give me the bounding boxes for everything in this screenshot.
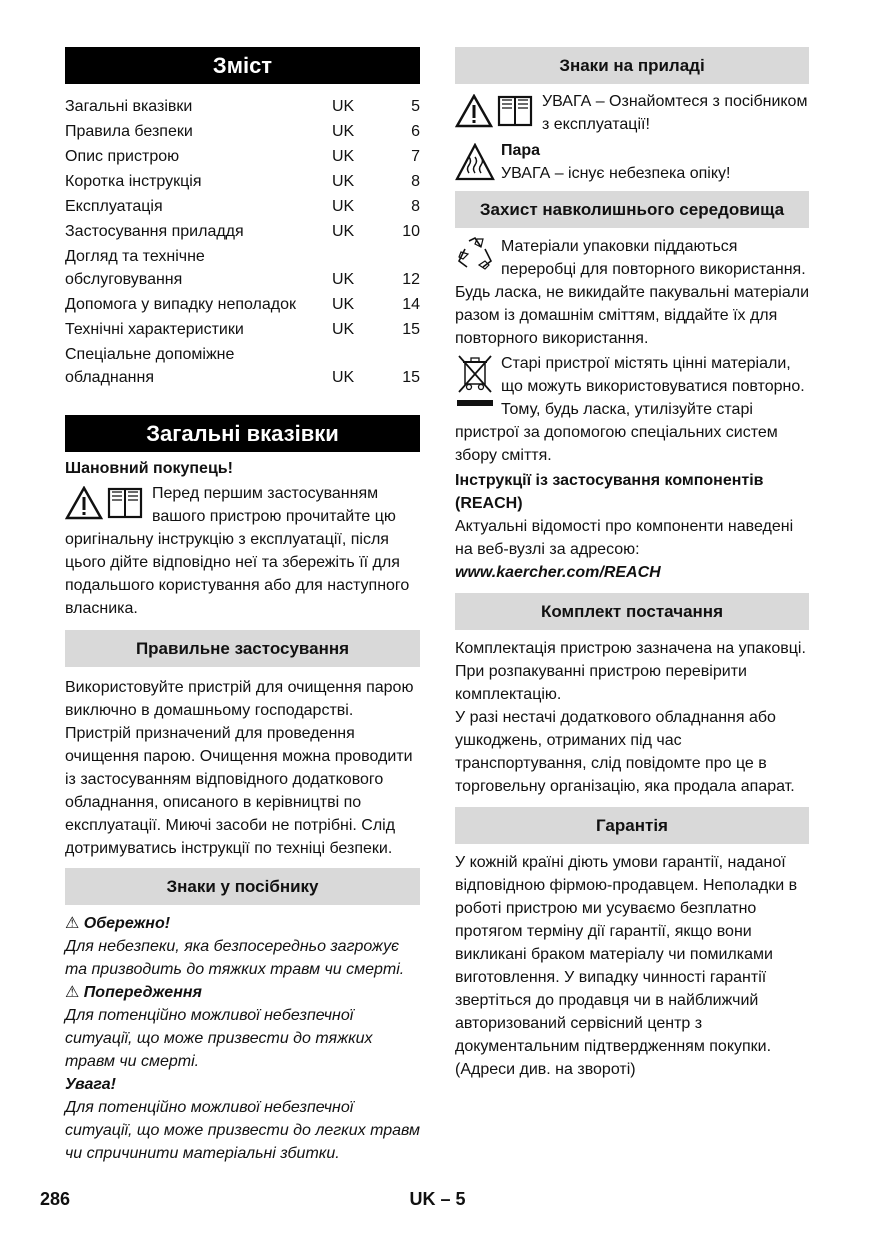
recycle-icon-wrap: [455, 235, 495, 273]
warning-title: Попередження: [83, 984, 202, 1001]
page-number: 286: [40, 1189, 71, 1209]
toc-row[interactable]: [65, 145, 420, 168]
toc-lang: UK: [332, 271, 355, 288]
old-devices-text: Старі пристрої містять цінні матеріали, що можуть використовуватися повторно. Тому, будь ласка, утилізуйте старі пристрої за допомогою спеціальних систем збору сміття.: [455, 355, 805, 464]
reach-text: Актуальні відомості про компоненти наведені на веб-вузлі за адресою:: [455, 518, 794, 558]
toc-row[interactable]: [65, 318, 420, 341]
manual-book-icon: [496, 94, 534, 128]
left-column: [65, 47, 420, 1165]
toc-title: Допомога у випадку неполадок: [65, 296, 297, 313]
steam-icon-wrap: [455, 143, 495, 181]
toc-title: Експлуатація: [65, 198, 163, 215]
hot-steam-icon: [455, 143, 495, 181]
warranty-heading: Гарантія: [455, 807, 809, 844]
toc-lang: UK: [332, 296, 355, 313]
proper-use-text: Використовуйте пристрій для очищення парою виключно в домашньому господарстві. Пристрій призначений для проведення очищення парою. Очищення можна проводити із застосуванням відповідного додаткового обладнання, описаного в керівництві по експлуатації. Миючі засоби не потрібні. Слід дотримуватись інструкції по техніці безпеки.: [65, 679, 414, 857]
toc-row[interactable]: [65, 343, 420, 389]
general-heading: Загальні вказівки: [65, 415, 420, 452]
danger-block: [65, 912, 420, 1165]
intro-icons: [65, 486, 144, 520]
danger-title: Обережно!: [83, 915, 171, 932]
manual-signs-heading: Знаки у посібнику: [65, 868, 420, 905]
toc-title: Догляд та технічне обслуговування: [65, 248, 205, 288]
delivery-text-1: Комплектація пристрою зазначена на упаковці. При розпакуванні пристрою перевірити комплектацію.: [455, 640, 806, 703]
toc-title: Коротка інструкція: [65, 173, 202, 190]
toc-title: Спеціальне допоміжне обладнання: [65, 346, 235, 386]
intro-block: [65, 482, 420, 620]
danger-text: Для небезпеки, яка безпосередньо загрожує та призводить до тяжких травм чи смерті.: [65, 938, 405, 978]
steam-title: Пара: [501, 142, 541, 159]
toc-page: 8: [411, 198, 420, 215]
toc-page: 15: [402, 369, 420, 386]
warning-triangle-icon: [455, 94, 493, 128]
toc-page: 10: [402, 223, 420, 240]
toc-page: 15: [402, 321, 420, 338]
delivery-text-2: У разі нестачі додаткового обладнання або ушкоджень, отриманих під час транспортування, слід повідомте про це в торговельну організацію, яка продала апарат.: [455, 709, 795, 795]
toc-row[interactable]: [65, 95, 420, 118]
steam-text-block: [501, 139, 730, 185]
manual-note-row: [455, 90, 809, 136]
toc-title: Загальні вказівки: [65, 98, 193, 115]
warning-triangle-icon: [65, 486, 103, 520]
table-of-contents: [65, 95, 420, 389]
toc-lang: UK: [332, 123, 355, 140]
intro-text: Перед першим застосуванням вашого пристрою прочитайте цю оригінальну інструкцію з експлуатації, після цього дійте відповідно неї та збережіть її для подальшого користування або для наступного власника.: [65, 485, 410, 617]
toc-row[interactable]: [65, 170, 420, 193]
bin-icon-wrap: [455, 354, 495, 408]
packaging-block: [455, 235, 809, 350]
toc-lang: UK: [332, 369, 355, 386]
section-footer: UK – 5: [409, 1189, 466, 1209]
delivery-heading: Комплект постачання: [455, 593, 809, 630]
recycle-icon: [455, 235, 495, 273]
toc-page: 8: [411, 173, 420, 190]
toc-lang: UK: [332, 321, 355, 338]
proper-use-heading: Правильне застосування: [65, 630, 420, 667]
warning-triangle-icon: ⚠: [65, 984, 80, 1001]
reach-title: Інструкції із застосування компонентів (REACH): [455, 472, 764, 512]
toc-title: Правила безпеки: [65, 123, 193, 140]
toc-page: 6: [411, 123, 420, 140]
toc-row[interactable]: [65, 220, 420, 243]
toc-lang: UK: [332, 198, 355, 215]
toc-row[interactable]: [65, 293, 420, 316]
warning-triangle-icon: ⚠: [65, 915, 80, 932]
steam-text: УВАГА – існує небезпека опіку!: [501, 165, 731, 182]
danger-title-line: [65, 912, 420, 935]
toc-row[interactable]: [65, 245, 420, 291]
toc-title: Опис пристрою: [65, 148, 180, 165]
manual-note-icons: [455, 94, 534, 128]
crossed-bin-icon: [455, 354, 495, 408]
toc-page: 12: [402, 271, 420, 288]
toc-row[interactable]: [65, 120, 420, 143]
steam-row: [455, 139, 809, 185]
toc-page: 14: [402, 296, 420, 313]
toc-heading: Зміст: [65, 47, 420, 84]
toc-lang: UK: [332, 173, 355, 190]
right-column: [455, 47, 809, 1081]
environment-heading: Захист навколишнього середовища: [455, 191, 809, 228]
manual-book-icon: [106, 486, 144, 520]
toc-row[interactable]: [65, 195, 420, 218]
toc-lang: UK: [332, 98, 355, 115]
caution-text: Для потенційно можливої небезпечної ситуації, що може призвести до легких травм чи спричинити матеріальні збитки.: [65, 1099, 420, 1162]
caution-title: Увага!: [65, 1076, 116, 1093]
warning-title-line: [65, 981, 420, 1004]
device-signs-heading: Знаки на приладі: [455, 47, 809, 84]
old-devices-block: [455, 352, 809, 467]
toc-lang: UK: [332, 148, 355, 165]
greeting: Шановний покупець!: [65, 460, 233, 477]
toc-lang: UK: [332, 223, 355, 240]
toc-title: Технічні характеристики: [65, 321, 244, 338]
toc-page: 5: [411, 98, 420, 115]
manual-note-text: УВАГА – Ознайомтеся з посібником з експлуатації!: [542, 93, 808, 133]
packaging-text: Матеріали упаковки піддаються переробці для повторного використання. Будь ласка, не викидайте пакувальні матеріали разом із домашнім сміттям, віддайте їх для повторного використання.: [455, 238, 810, 347]
reach-url[interactable]: www.kaercher.com/REACH: [455, 564, 661, 581]
toc-title: Застосування приладдя: [65, 223, 244, 240]
warning-text: Для потенційно можливої небезпечної ситуації, що може призвести до тяжких травм чи смерті.: [65, 1007, 373, 1070]
toc-page: 7: [411, 148, 420, 165]
warranty-text: У кожній країні діють умови гарантії, наданої відповідною фірмою-продавцем. Неполадки в роботі пристрою ми усуваємо безплатно протягом терміну дії гарантії, якщо вони викликані браком матеріалу чи помилками виготовлення. У випадку чинності гарантії звертіться до продавця чи в найближчий авторизований сервісний центр з документальним підтвердженням покупки. (Адреси див. на звороті): [455, 854, 798, 1078]
